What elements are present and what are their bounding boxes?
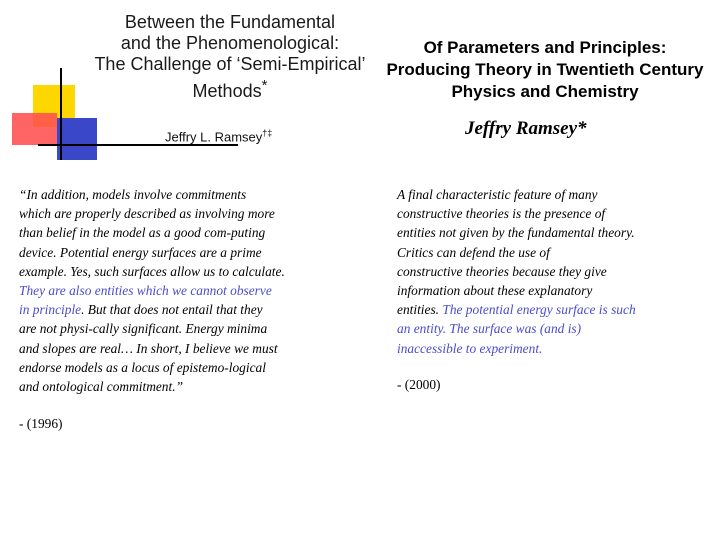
right-paper-author: Jeffry Ramsey*	[465, 118, 587, 139]
right-quote	[397, 185, 636, 358]
decorative-blue-square	[57, 118, 97, 160]
left-paper-author	[165, 128, 272, 144]
quote-line: entities not given by the fundamental theory.	[397, 225, 635, 241]
left-quote-year: - (1996)	[19, 416, 63, 431]
quote-line: than belief in the model as a good com-puting	[19, 225, 266, 241]
quote-highlight-fragment: in principle	[19, 302, 82, 318]
left-title-line: The Challenge of ‘Semi-Empirical’	[94, 54, 366, 74]
quote-line-highlight: an entity. The surface was (and is)	[397, 321, 582, 337]
left-title-line	[80, 75, 380, 102]
quote-line: which are properly described as involving more	[19, 206, 275, 222]
quote-line-highlight: They are also entities which we cannot observe	[19, 283, 272, 299]
quote-fragment: entities.	[397, 302, 443, 318]
quote-line: “In addition, models involve commitments	[19, 187, 247, 202]
right-title-line: Producing Theory in Twentieth Century	[386, 60, 704, 79]
left-paper-title	[80, 12, 380, 102]
quote-fragment: . But that does not entail that they	[81, 302, 263, 318]
right-title-line: Of Parameters and Principles:	[423, 38, 667, 57]
right-quote-year: - (2000)	[397, 377, 441, 392]
quote-line	[397, 300, 636, 319]
quote-highlight-fragment: The potential energy surface is such	[442, 302, 636, 318]
right-paper-title	[370, 37, 720, 103]
left-title-last-word: Methods	[192, 81, 262, 101]
decorative-red-square	[12, 113, 57, 145]
left-title-line: Between the Fundamental	[124, 12, 336, 32]
quote-line-highlight: inaccessible to experiment.	[397, 340, 543, 356]
quote-line: and ontological commitment.”	[19, 379, 184, 395]
left-quote	[19, 185, 285, 396]
quote-line: information about these explanatory	[397, 283, 593, 299]
quote-line: endorse models as a locus of epistemo-logical	[19, 359, 266, 375]
right-title-line: Physics and Chemistry	[451, 82, 639, 101]
quote-line: and slopes are real… In short, I believe we must	[19, 340, 278, 356]
quote-line: constructive theories is the presence of	[397, 206, 606, 222]
left-author-name: Jeffry L. Ramsey	[165, 129, 263, 145]
left-author-mark: †‡	[262, 128, 273, 138]
decorative-vertical-line	[60, 68, 62, 160]
quote-line: example. Yes, such surfaces allow us to calculate.	[19, 263, 285, 279]
quote-line: constructive theories because they give	[397, 263, 607, 279]
quote-line	[19, 300, 285, 319]
quote-line: are not physi-cally significant. Energy minima	[19, 321, 268, 337]
quote-line: device. Potential energy surfaces are a prime	[19, 244, 262, 260]
left-title-mark: *	[261, 77, 268, 94]
left-title-line: and the Phenomenological:	[120, 33, 340, 53]
quote-line: A final characteristic feature of many	[397, 187, 598, 202]
quote-line: Critics can defend the use of	[397, 244, 550, 260]
